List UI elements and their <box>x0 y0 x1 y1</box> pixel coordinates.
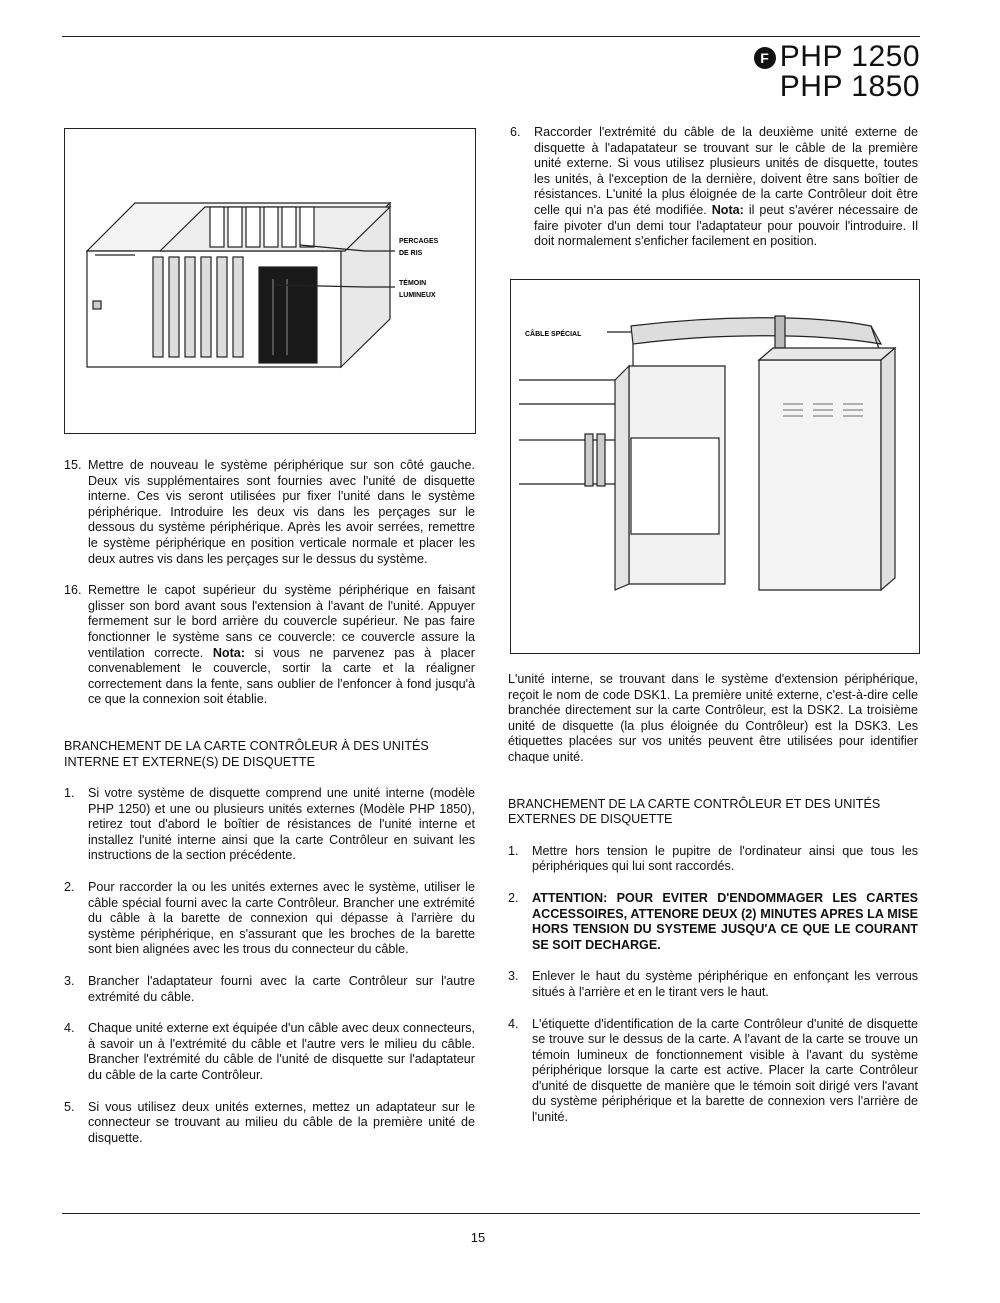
page-header <box>754 42 920 102</box>
list-item: 4. L'étiquette d'identification de la carte Contrôleur d'unité de disquette se trouve sur le dessus de la carte. A l'avant de la carte se trouve un témoin lumineux de fonctionnement visible à l'avant du système périphérique lorsque la carte est active. Placer la carte Contrôleur d'unité de disquette de manière que le témoin soit dirigé vers l'avant du système périphérique et la barette de connexion vers l'arrière de l'unité. <box>508 1016 918 1125</box>
model-title-1: PHP 1250 <box>779 40 920 73</box>
step-text-b: si vous ne parvenez pas à placer convenablement le couvercle, sortir la carte et la réaligner correctement dans la fente, sans oublier de l'enfoncer à fond jusqu'à ce que la connexion soit établie. <box>88 645 475 707</box>
right-step-6 <box>510 125 918 250</box>
top-rule <box>62 36 920 37</box>
peripheral-system-illustration <box>65 129 475 433</box>
fig-label-temoin: TÉMOIN <box>399 280 427 287</box>
fig-label-percages: PERCAGES <box>399 238 439 245</box>
fig-label-cable-special: CÂBLE SPÉCIAL <box>525 331 582 338</box>
special-cable-illustration <box>511 280 919 653</box>
nota-label: Nota: <box>711 202 744 217</box>
step-text-a: Raccorder l'extrémité du câble de la deuxième unité externe de disquette à l'adapatateur se trouvant sur le câble de la première unité externe. Si vous utilisez plusieurs unités de disquette, toutes les unités, à l'exception de la dernière, doivent être sans boîtier de résistances. L'unité la plus éloignée de la carte Contrôleur doit être celle qui n'a pas été modifiée. <box>534 125 918 217</box>
dsk-paragraph: L'unité interne, se trouvant dans le système d'extension périphérique, reçoit le nom de code DSK1. La première unité externe, c'est-à-dire celle branchée directement sur la carte Contrôleur, est la DSK2. La troisième unité de disquette (la plus éloignée du Contrôleur) est la DSK3. Les étiquettes placées sur vos unités peuvent être utilisées pour identifier chaque unité. <box>508 672 918 764</box>
step-16 <box>64 583 475 708</box>
step-number: 16. <box>64 583 82 598</box>
figure-peripheral-system <box>64 128 476 434</box>
list-item: 3. Brancher l'adaptateur fourni avec la carte Contrôleur sur l'autre extrémité du câble. <box>64 974 475 1004</box>
step-text-b: il peut s'avérer nécessaire de faire pivoter d'un demi tour l'adaptateur pour pouvoir l'introduire. Il doit normalement s'enficher facilement en position. <box>534 202 918 249</box>
step-text: Mettre de nouveau le système périphérique sur son côté gauche. Deux vis supplémentaires sont fournies avec l'unité de disquette interne. Ces vis seront utilisées pur fixer l'unité dans le système périphérique. Introduire les deux vis dans les perçages sur le dessous du système périphérique. Après les avoir serrées, remettre le système périphérique en position verticale normale et placer les deux autres vis dans les perçages sur le dessus du système. <box>88 458 475 566</box>
step-text-a: Remettre le capot supérieur du système périphérique en faisant glisser son bord avant sous l'extension à l'avant de l'unité. Appuyer fermement sur le bord arrière du couvercle supérieur. Ne pas faire fonctionner le système sans ce couvercle: ce couvercle assure la ventilation correcte. <box>88 583 475 660</box>
step-number: 15. <box>64 458 82 472</box>
section-heading-internal-external: BRANCHEMENT DE LA CARTE CONTRÔLEUR À DES UNITÉS INTERNE ET EXTERNE(S) DE DISQUETTE <box>64 738 429 769</box>
fig-label-de-ris: DE RIS <box>399 250 423 257</box>
right-column-text <box>508 672 918 1126</box>
list-item: 2. Pour raccorder la ou les unités externes avec le système, utiliser le câble spécial fourni avec la carte Contrôleur. Brancher une extrémité du câble à la barette de connexion qui dépasse à l'arrière du système périphérique, en s'assurant que les broches de la barette sont bien alignées avec les trous du connecteur du câble. <box>64 880 475 957</box>
list-item: 1. Mettre hors tension le pupitre de l'ordinateur ainsi que tous les périphériques qui lui sont raccordés. <box>508 843 918 874</box>
step-15 <box>64 458 475 567</box>
nota-label: Nota: <box>212 645 245 660</box>
model-title-2: PHP 1850 <box>779 70 920 103</box>
list-item: 4. Chaque unité externe ext équipée d'un câble avec deux connecteurs, à savoir un à l'extrémité du câble et l'autre vers le milieu du câble. Brancher l'extrémité du câble de l'unité de disquette sur l'adaptateur du câble de la carte Contrôleur. <box>64 1021 475 1082</box>
list-item: 5. Si vous utilisez deux unités externes, mettez un adaptateur sur le connecteur se trouvant au milieu du câble de la première unité de disquette. <box>64 1099 475 1145</box>
step-number: 6. <box>510 125 521 139</box>
language-badge: F <box>754 47 776 69</box>
page-number: 15 <box>470 1230 486 1245</box>
figure-special-cable <box>510 279 920 654</box>
warning-item: 2. ATTENTION: POUR EVITER D'ENDOMMAGER LES CARTES ACCESSOIRES, ATTENORE DEUX (2) MINUTES APRES LA MISE HORS TENSION DU SYSTEME JUSQU'A CE QUE LE COURANT SE SOIT DECHARGE. <box>508 890 918 952</box>
fig-label-lumineux: LUMINEUX <box>399 292 436 299</box>
left-column-text <box>64 458 475 1146</box>
list-item: 1. Si votre système de disquette comprend une unité interne (modèle PHP 1250) et une ou plusieurs unités externes (Modèle PHP 1850), retirez tout d'abord le boîtier de résistances de l'unité interne et installez l'unité interne ainsi que la carte Contrôleur en suivant les instructions de la section précédente. <box>64 786 475 863</box>
section-heading-external: BRANCHEMENT DE LA CARTE CONTRÔLEUR ET DES UNITÉS EXTERNES DE DISQUETTE <box>508 796 881 827</box>
bottom-rule <box>62 1213 920 1214</box>
list-item: 3. Enlever le haut du système périphérique en enfonçant les verrous situés à l'arrière et en le tirant vers le haut. <box>508 969 918 999</box>
